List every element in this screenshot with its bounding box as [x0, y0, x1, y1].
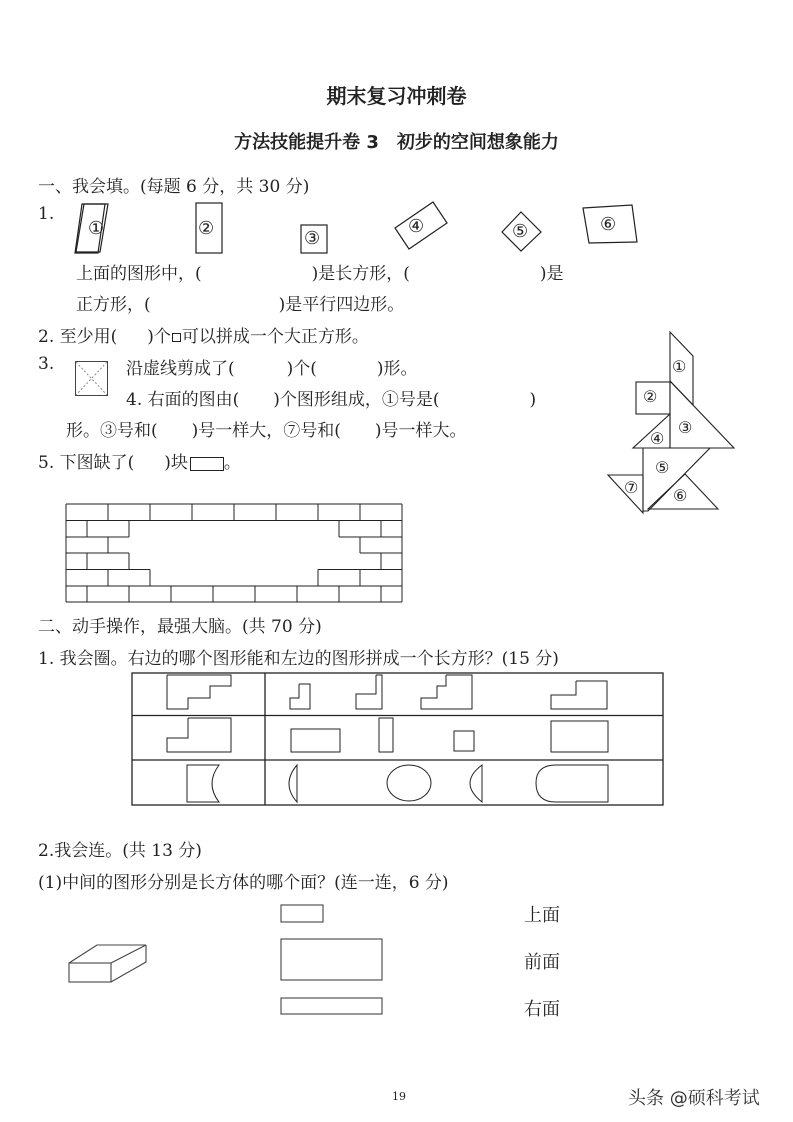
- q5-line: [38, 448, 241, 473]
- q4-text-a: 右面的图由(: [147, 390, 240, 410]
- section2-heading: 二、动手操作，最强大脑。(共 70 分): [38, 617, 322, 637]
- q5-text-a: 下图缺了(: [59, 453, 135, 473]
- s2-q2-title: 2.我会连。(共 13 分): [38, 841, 202, 861]
- q3-text-c: )形。: [376, 359, 418, 379]
- q1-text-c: )是: [539, 264, 564, 284]
- q5-number: 5.: [38, 453, 55, 473]
- shape-label-2: ②: [198, 218, 215, 239]
- row1-opt1-small-L: [290, 684, 310, 709]
- face-long-rect: [281, 998, 382, 1014]
- q2-text-a: 至少用(: [59, 327, 118, 347]
- face-large-rect: [281, 939, 382, 980]
- brick-icon: [190, 457, 224, 471]
- face-small-rect: [281, 905, 323, 922]
- q4-text-c: ): [529, 390, 537, 410]
- shape-label-3: ③: [304, 228, 321, 249]
- shape-matching-table: [131, 672, 666, 807]
- row1-left-staircase: [167, 675, 231, 709]
- row2-opt3-small-square: [454, 731, 474, 751]
- face-label-top[interactable]: 上面: [524, 905, 560, 926]
- q1-shapes: [0, 0, 793, 270]
- q1-number: 1.: [38, 204, 55, 224]
- shape-label-4: ④: [408, 216, 425, 237]
- q4-line1: [126, 385, 536, 410]
- s2-q2-sub1: (1)中间的图形分别是长方体的哪个面？(连一连，6 分): [38, 873, 449, 893]
- q1-text-a: 上面的图形中，(: [76, 264, 202, 284]
- q4-text-f: )号一样大。: [374, 421, 467, 441]
- q4-number: 4.: [126, 390, 143, 410]
- row3-opt3-half-disc: [470, 765, 482, 802]
- q4-text-b: )个图形组成，①号是(: [273, 390, 440, 410]
- face-rectangles: [279, 903, 389, 1033]
- q1-text-e: )是平行四边形。: [278, 295, 405, 315]
- q5-text-c: 。: [223, 453, 241, 473]
- q3-number: 3.: [38, 354, 55, 374]
- brick-wall-figure: [66, 504, 406, 604]
- tangram-label-3: ③: [678, 418, 693, 437]
- watermark: 头条 @硕科考试: [628, 1088, 760, 1109]
- tangram-label-1: ①: [672, 357, 687, 376]
- row1-opt3-staircase: [421, 675, 472, 709]
- shape-label-6: ⑥: [600, 214, 617, 235]
- row3-opt2-ellipse: [387, 765, 431, 801]
- q1-text-d: 正方形，(: [76, 295, 151, 315]
- q3-text-a: 沿虚线剪成了(: [126, 359, 235, 379]
- q2-line: [38, 322, 369, 347]
- exam-title: 期末复习冲刺卷: [326, 84, 467, 108]
- q4-text-e: )号一样大，⑦号和(: [191, 421, 341, 441]
- q5-text-b: )块: [164, 453, 188, 473]
- q1-line1: [76, 259, 564, 284]
- tangram-label-4: ④: [650, 429, 665, 448]
- q4-text-d: 形。③号和(: [66, 421, 158, 441]
- dashed-cut-square-icon: [75, 361, 109, 397]
- tangram-label-6: ⑥: [673, 486, 688, 505]
- section1-heading: 一、我会填。(每题 6 分，共 30 分): [38, 177, 310, 197]
- row2-opt4-large-square: [551, 721, 608, 752]
- shape-label-1: ①: [88, 218, 105, 239]
- row3-left-concave: [187, 765, 219, 802]
- face-label-front[interactable]: 前面: [524, 952, 560, 973]
- q3-line: [126, 354, 418, 379]
- row2-opt2-thin-rect: [379, 718, 393, 752]
- tangram-label-2: ②: [643, 387, 658, 406]
- small-square-icon: [172, 333, 181, 342]
- row3-opt4-rounded-rect: [536, 765, 608, 802]
- row3-opt1-lens: [289, 765, 297, 802]
- row1-opt4-step-block: [551, 681, 607, 709]
- q2-number: 2.: [38, 327, 55, 347]
- q2-text-c: 可以拼成一个大正方形。: [181, 327, 369, 347]
- face-label-right[interactable]: 右面: [524, 999, 560, 1020]
- tangram-label-7: ⑦: [624, 478, 639, 497]
- q4-line2: [66, 416, 467, 441]
- cuboid-figure: [66, 944, 151, 994]
- exam-subtitle: 方法技能提升卷 3 初步的空间想象能力: [234, 132, 559, 153]
- row1-opt2-tall-L: [356, 675, 382, 709]
- tangram-label-5: ⑤: [655, 458, 670, 477]
- page-number: 19: [392, 1090, 406, 1103]
- q1-line2: [76, 290, 404, 315]
- q1-text-b: )是长方形，(: [311, 264, 410, 284]
- q3-text-b: )个(: [286, 359, 317, 379]
- row2-left-step-block: [167, 718, 231, 752]
- q2-text-b: )个: [147, 327, 171, 347]
- s2-q1-title: 1. 我会圈。右边的哪个图形能和左边的图形拼成一个长方形？(15 分): [38, 649, 559, 669]
- shape-label-5: ⑤: [512, 221, 529, 242]
- row2-opt1-wide-rect: [291, 729, 340, 752]
